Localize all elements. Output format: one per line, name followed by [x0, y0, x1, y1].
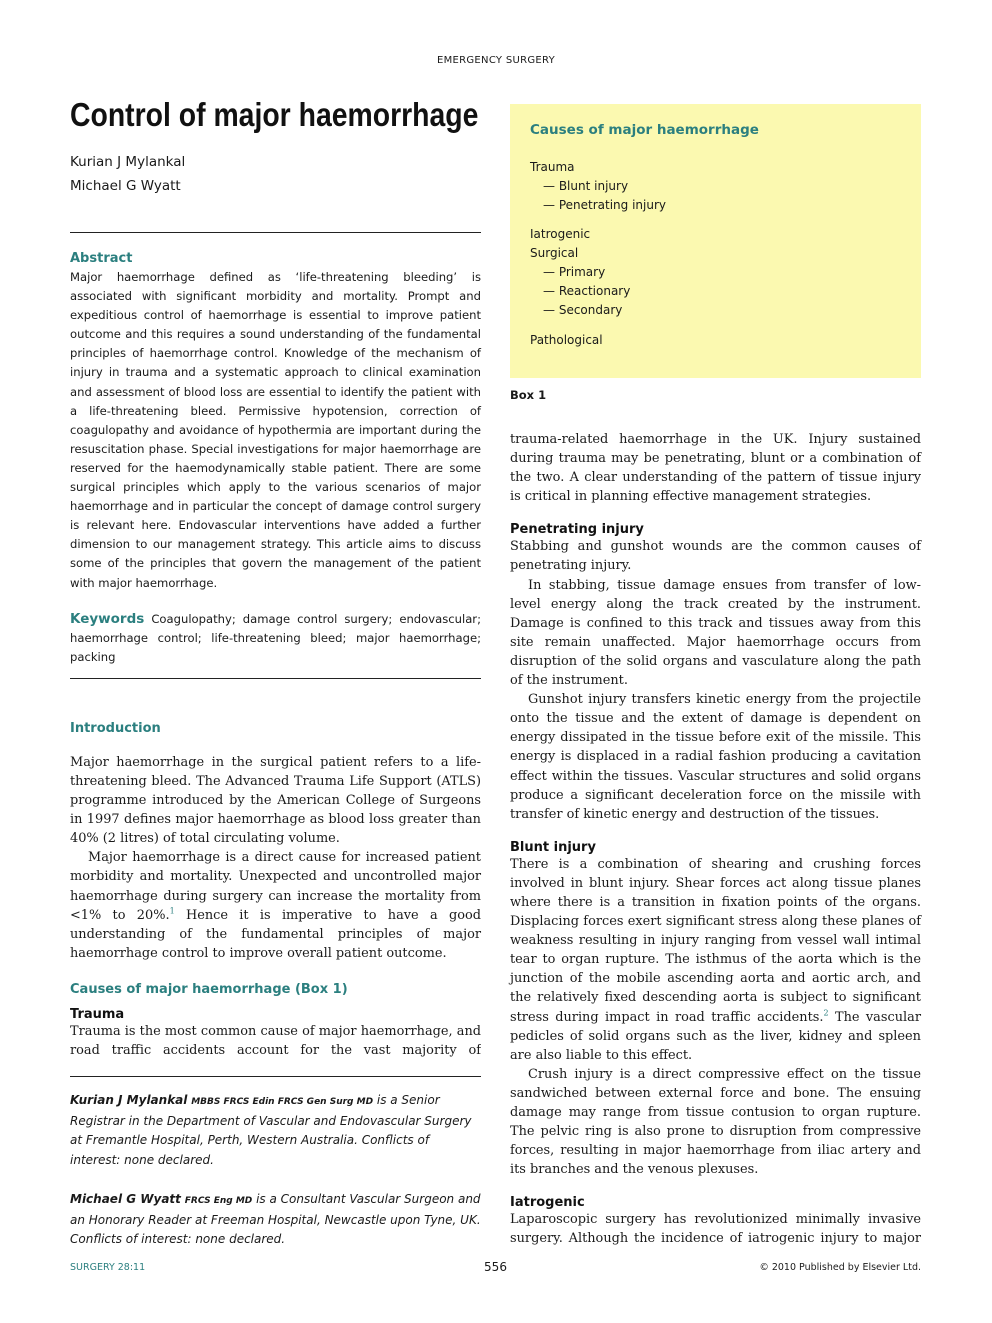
paragraph-text: Hence it is imperative to have a good understanding of the fundamental principles of major haemorrhage control to improve overall patient outcome.: [70, 907, 481, 961]
running-head: EMERGENCY SURGERY: [436, 55, 556, 66]
author-name: Kurian J Mylankal: [70, 154, 186, 170]
introduction-paragraph: [70, 848, 481, 963]
bio-text: is a Senior Registrar in the Department of Vascular and Endovascular Surgery at Fremantle Hospital, Perth, Western Australia. Conflicts of interest: none declared.: [70, 1092, 472, 1167]
trauma-paragraph-continued: trauma-related haemorrhage in the UK. Injury sustained during trauma may be penetrating, blunt or a combination of the two. A clear understanding of the pattern of tissue injury is critical in planning effective management strategies.: [510, 432, 921, 505]
paragraph-text: Major haemorrhage is a direct cause for increased patient morbidity and mortality. Unexpected and uncontrolled major haemorrhage during surgery can increase the mortality from <1% to 20%.: [70, 850, 481, 923]
box-subitem: — Reactionary: [530, 282, 901, 301]
box-item: Pathological: [530, 333, 603, 347]
box-label: Box 1: [510, 388, 547, 402]
keywords-text: Coagulopathy; damage control surgery; endovascular; haemorrhage control; life-threatening bleed; major haemorrhage; packing: [70, 611, 481, 664]
bio-text: is a Consultant Vascular Surgeon and an Honorary Reader at Freeman Hospital, Newcastle upon Tyne, UK. Conflicts of interest: none declared.: [70, 1191, 481, 1247]
author-bios: [70, 1091, 481, 1249]
box-item: Surgical: [530, 246, 579, 260]
right-column: [510, 104, 921, 1248]
abstract-heading: Abstract: [70, 251, 133, 266]
iatrogenic-heading: Iatrogenic: [510, 1195, 585, 1211]
trauma-heading: Trauma: [70, 1006, 125, 1022]
blunt-paragraph: [510, 855, 921, 1065]
bio-credentials: MBBS FRCS Edin FRCS Gen Surg MD: [191, 1096, 374, 1107]
box-item: Iatrogenic: [530, 227, 591, 241]
divider: [70, 1076, 481, 1077]
penetrating-paragraph: Gunshot injury transfers kinetic energy from the projectile onto the tissue and the extent of damage is dependent on energy dissipated in the tissue before exit of the missile. This energy is displaced in a radial fashion producing a cavitation effect within the tissues. Vascular structures and solid organs produce a significant deceleration force on the missile with transfer of kinetic energy and destruction of the tissues.: [510, 692, 921, 822]
left-column: [70, 96, 481, 1249]
penetrating-paragraph: In stabbing, tissue damage ensues from transfer of low-level energy along the track created by the instrument. Damage is confined to this track and tissues away from this site remain unaffected. Major haemorrhage occurs from disruption of the solid organs and vasculature along the path of the instrument.: [510, 577, 921, 689]
paragraph-text: There is a combination of shearing and crushing forces involved in blunt injury. Shear forces act along tissue planes where there is a transition in fixation points of the organs. Displacing forces exert significant stress along these planes of weakness resulting in injury ranging from vessel wall intimal tear to organ rupture. The isthmus of the aorta which is the junction of the mobile ascending aorta and aortic arch, and the relatively fixed descending aorta is subject to significant stress during impact in road traffic accidents.: [510, 856, 921, 1025]
bio-name: Michael G Wyatt: [70, 1191, 181, 1206]
box-subitem: — Blunt injury: [530, 177, 901, 196]
blunt-paragraph: Crush injury is a direct compressive effect on the tissue sandwiched between external force and bone. The ensuing damage may range from tissue contusion to organ rupture. The pelvic ring is also prone to disruption from compressive forces, resulting in major haemorrhage from iliac artery and its branches and the venous plexuses.: [510, 1066, 921, 1178]
keywords: [70, 610, 481, 667]
box-subitem: — Primary: [530, 263, 901, 282]
reference-link[interactable]: 1: [169, 906, 175, 916]
divider: [70, 232, 481, 233]
keywords-label: Keywords: [70, 610, 145, 627]
penetrating-heading: Penetrating injury: [510, 522, 644, 538]
box-subitem: — Penetrating injury: [530, 196, 901, 215]
box-1: [510, 104, 921, 378]
penetrating-paragraph: Stabbing and gunshot wounds are the common causes of penetrating injury.: [510, 539, 921, 574]
divider: [70, 678, 481, 679]
bio-name: Kurian J Mylankal: [70, 1092, 188, 1107]
causes-heading: Causes of major haemorrhage (Box 1): [70, 981, 348, 997]
introduction-paragraph: Major haemorrhage in the surgical patient refers to a life-threatening bleed. The Advanced Trauma Life Support (ATLS) programme introduced by the American College of Surgeons in 1997 defines major haemorrhage as blood loss greater than 40% (2 litres) of total circulating volume.: [70, 754, 481, 847]
journal-citation: SURGERY 28:11: [70, 1262, 146, 1273]
page-footer: [70, 1262, 921, 1276]
copyright: © 2010 Published by Elsevier Ltd.: [759, 1262, 921, 1273]
bio-credentials: FRCS Eng MD: [184, 1195, 253, 1206]
author-bio: [70, 1190, 481, 1250]
abstract-text: Major haemorrhage defined as ‘life-threatening bleeding’ is associated with significant morbidity and mortality. Prompt and expeditious control of haemorrhage is essential to improve patient outcome and this requires a sound understanding of the fundamental principles of haemorrhage control. Knowledge of the mechanism of injury in trauma and a systematic approach to clinical examination and assessment of blood loss are essential to identify the patient with a life-threatening bleed. Permissive hypotension, correction of coagulopathy and avoidance of hypothermia are important during the resuscitation phase. Special investigations for major haemorrhage are reserved for the haemodynamically stable patient. There are some surgical principles which apply to the various scenarios of major haemorrhage and in particular the concept of damage control surgery is relevant here. Endovascular interventions have added a further dimension to our management strategy. This article aims to discuss some of the principles that govern the management of the patient with major haemorrhage.: [70, 270, 481, 590]
box-item: Trauma: [530, 160, 575, 174]
introduction-heading: Introduction: [70, 720, 161, 736]
page-number: 556: [484, 1260, 507, 1274]
iatrogenic-paragraph: Laparoscopic surgery has revolutionized minimally invasive surgery. Although the incidence of iatrogenic injury to major: [510, 1212, 921, 1247]
trauma-paragraph: Trauma is the most common cause of major haemorrhage, and road traffic accidents account for the vast majority of: [70, 1023, 481, 1058]
author-name: Michael G Wyatt: [70, 178, 181, 194]
reference-link[interactable]: 2: [823, 1008, 829, 1018]
article-title: Control of major haemorrhage: [70, 96, 479, 133]
author-bio: [70, 1091, 481, 1170]
author-list: [70, 150, 481, 198]
blunt-heading: Blunt injury: [510, 839, 596, 855]
box-title: Causes of major haemorrhage: [530, 122, 759, 138]
box-subitem: — Secondary: [530, 301, 901, 320]
paragraph-text: The vascular pedicles of solid organs such as the liver, kidney and spleen are also liable to this effect.: [510, 1009, 921, 1063]
